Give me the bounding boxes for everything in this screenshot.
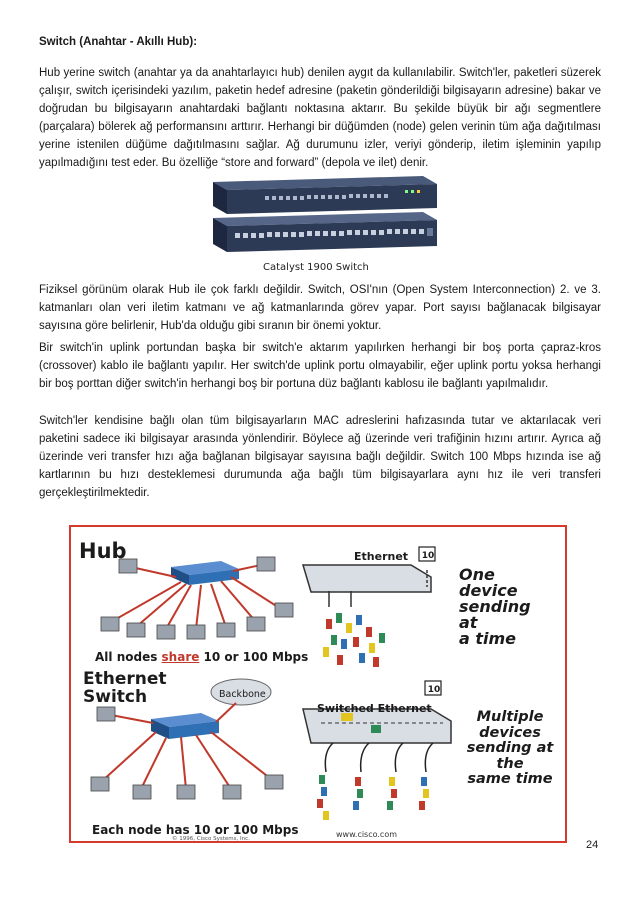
copyright-text: © 1996, Cisco Systems, Inc. — [172, 836, 250, 842]
speed-badge-switch: 10 — [427, 685, 441, 695]
hub-title: Hub — [79, 539, 127, 563]
hub-vs-switch-diagram — [69, 525, 567, 843]
hub-caption: All nodes share 10 or 100 Mbps — [95, 650, 309, 664]
photo-caption: Catalyst 1900 Switch — [263, 262, 369, 273]
ethernet-label: Ethernet — [354, 550, 409, 563]
catalyst-switch-photo — [205, 174, 442, 274]
paragraph-physical: Fiziksel görünüm olarak Hub ile çok farklı değildir. Switch, OSI'nın (Open System Interconnection) 2. ve 3. katmanları olan veri iletim katmanı ve ağ katmanlarında görev yapar. Port sayısı bağlanacak bilgisayar sayısına göre belirlenir, Hub'da olduğu gibi sıranın bir önemi yoktur. — [39, 284, 601, 333]
speed-badge-hub: 10 — [421, 551, 435, 561]
multiple-devices-text: Multiple devices sending at the same time — [466, 709, 554, 787]
paragraph-mac: Switch'ler kendisine bağlı olan tüm bilgisayarların MAC adreslerini hafızasında tutar ve aktarılacak veri paketini sadece iki bilgisayar arasında yönlendirir. Böylece ağ üzerinde veri trafiğinin hızını artırır. Ayrıca ağ üzerinde veri transfer hızı ağa bağlanan bilgisayar sayısına bağlı değildir. Switch 100 Mbps hızında ise ağ kartlarının bu hızı desteklemesi durumunda ağa bağlı tüm bilgisayarlara aynı hız ile veri transferi gerçekleştirilmektedir. — [39, 415, 601, 500]
paragraph-uplink: Bir switch'in uplink portundan başka bir switch'e aktarım yapılırken herhangi bir boş porta çapraz-kros (crossover) kablo ile bağlantı yapılır. Her switch'de uplink portu olmayabilir, eğer uplink portu yoksa herhangi bir boş porttan diğer switch'in herhangi boş bir portuna düz bağlantı kablosu ile bağlantı yapılmalıdır. — [39, 342, 601, 391]
cisco-url: www.cisco.com — [336, 830, 398, 839]
paragraph-switch-intro: Hub yerine switch (anahtar ya da anahtarlayıcı hub) denilen aygıt da kullanılabilir. Switch'ler, paketleri süzerek çalışır, switch içerisindeki yazılım, paketin hedef adresine (paketin gönderildiği bilgisayarın adresine) bakar ve doğrudan bu bilgisayarın anahtardaki bağlantı noktasına aktarır. Bu şekilde büyük bir ağı segmentlere (parçalara) bölerek ağ performansını arttırır. Herhangi bir düğümden (node) gelen verinin tüm ağa dağıtılması yerine istenilen düğüme dağıtılmasını sağlar. Ağ durumunu izler, veriyi gönderip, iletim işleminin yapılıp yapılmadığını test eder. Bu özelliğe “store and forward” (depola ve ilet) denir. — [39, 67, 601, 170]
switched-ethernet-label: Switched Ethernet — [317, 702, 432, 715]
page-number: 24 — [586, 839, 599, 851]
one-device-text: One device sending at a time — [459, 565, 531, 648]
backbone-label: Backbone — [219, 689, 266, 700]
ethernet-switch-title: Ethernet Switch — [83, 669, 167, 707]
section-heading: Switch (Anahtar - Akıllı Hub): — [39, 36, 198, 48]
switch-caption: Each node has 10 or 100 Mbps — [92, 823, 299, 837]
